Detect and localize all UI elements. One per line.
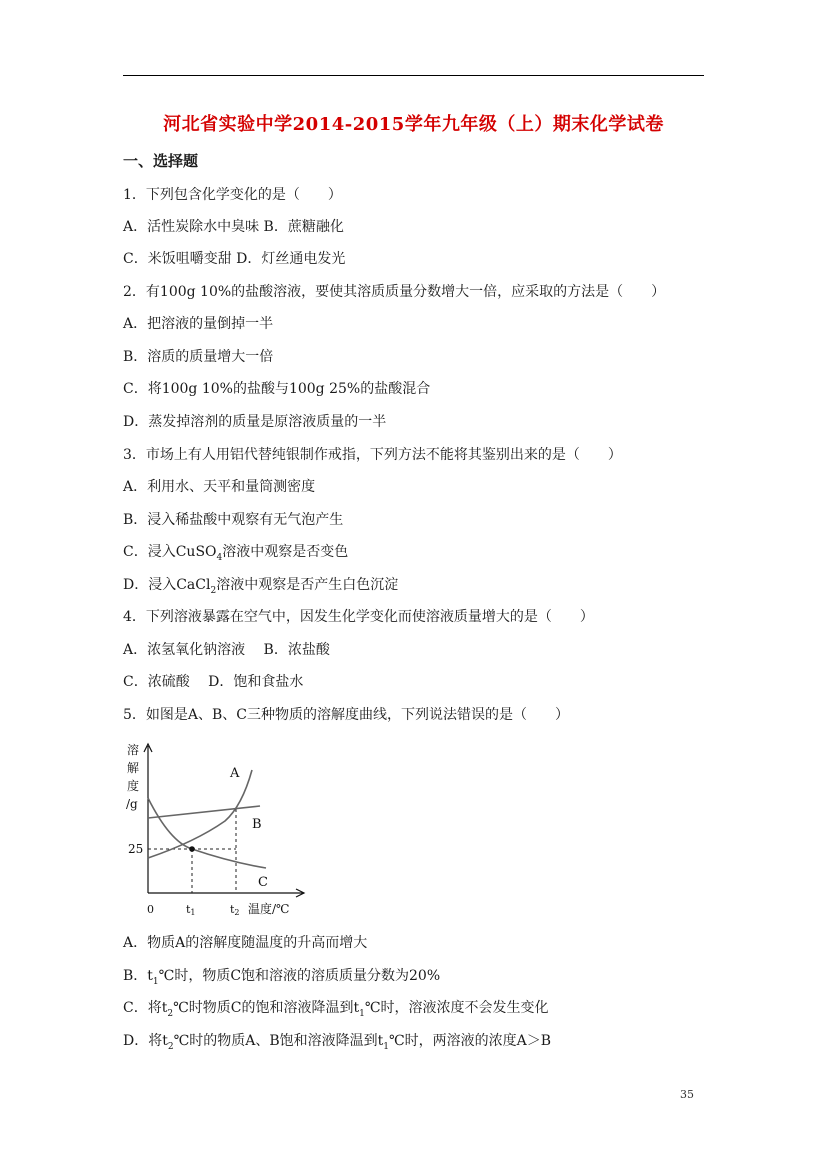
q2-option-d: D．蒸发掉溶剂的质量是原溶液质量的一半	[123, 414, 387, 430]
x-tick-t1: t1	[186, 903, 196, 917]
y-label-char-4: /g	[126, 797, 138, 811]
q3-option-c: C．浸入CuSO$_4$溶液中观察是否变色	[123, 544, 349, 563]
q1-options-ab: A．活性炭除水中臭味 B．蔗糖融化	[123, 219, 344, 235]
y-label-char-1: 溶	[127, 743, 140, 757]
q1-stem: 1．下列包含化学变化的是（ ）	[123, 187, 342, 203]
q4-options-cd: C．浓硫酸 D．饱和食盐水	[123, 674, 304, 690]
header-rule	[123, 75, 704, 76]
intersection-point	[189, 846, 195, 852]
solubility-chart	[120, 736, 320, 920]
q5-option-b: B．$t_1℃$时，物质C饱和溶液的溶质质量分数为20%	[123, 968, 441, 987]
page-number: 35	[680, 1088, 694, 1101]
y-label-char-3: 度	[127, 779, 140, 793]
section-heading: 一、选择题	[123, 152, 199, 170]
y-tick-25: 25	[128, 842, 144, 856]
q5-stem: 5．如图是A、B、C三种物质的溶解度曲线，下列说法错误的是（ ）	[123, 707, 570, 723]
q5-option-c: C．将$t_2℃$时物质C的饱和溶液降温到$t_1℃$时，溶液浓度不会发生变化	[123, 1000, 549, 1019]
q3-stem: 3．市场上有人用铝代替纯银制作戒指，下列方法不能将其鉴别出来的是（ ）	[123, 447, 622, 463]
q2-option-c: C．将100g 10%的盐酸与100g 25%的盐酸混合	[123, 381, 431, 397]
x-tick-t2: t2	[230, 903, 240, 917]
series-B-line	[148, 806, 260, 818]
q1-options-cd: C．米饭咀嚼变甜 D．灯丝通电发光	[123, 251, 346, 267]
q3-option-d: D．浸入CaCl$_2$溶液中观察是否产生白色沉淀	[123, 577, 399, 596]
q4-stem: 4．下列溶液暴露在空气中，因发生化学变化而使溶液质量增大的是（ ）	[123, 609, 594, 625]
q5-option-a: A．物质A的溶解度随温度的升高而增大	[123, 935, 368, 951]
q2-option-a: A．把溶液的量倒掉一半	[123, 316, 274, 332]
series-A-label: A	[230, 766, 240, 781]
x-axis-label: 温度/℃	[248, 902, 290, 916]
x-tick-origin: 0	[147, 903, 154, 916]
q3-option-b: B．浸入稀盐酸中观察有无气泡产生	[123, 512, 344, 528]
page-title: 河北省实验中学2014-2015学年九年级（上）期末化学试卷	[163, 114, 664, 135]
q4-options-ab: A．浓氢氧化钠溶液 B．浓盐酸	[123, 642, 330, 658]
y-label-char-2: 解	[127, 761, 140, 775]
q5-option-d: D．将$t_2℃$时的物质A、B饱和溶液降温到$t_1℃$时，两溶液的浓度A＞B	[123, 1033, 552, 1052]
q3-option-a: A．利用水、天平和量筒测密度	[123, 479, 316, 495]
q2-stem: 2．有100g 10%的盐酸溶液，要使其溶质质量分数增大一倍，应采取的方法是（ ）	[123, 284, 666, 300]
series-B-label: B	[252, 817, 262, 832]
q2-option-b: B．溶质的质量增大一倍	[123, 349, 274, 365]
series-A-curve	[148, 770, 252, 858]
series-C-label: C	[258, 875, 268, 890]
